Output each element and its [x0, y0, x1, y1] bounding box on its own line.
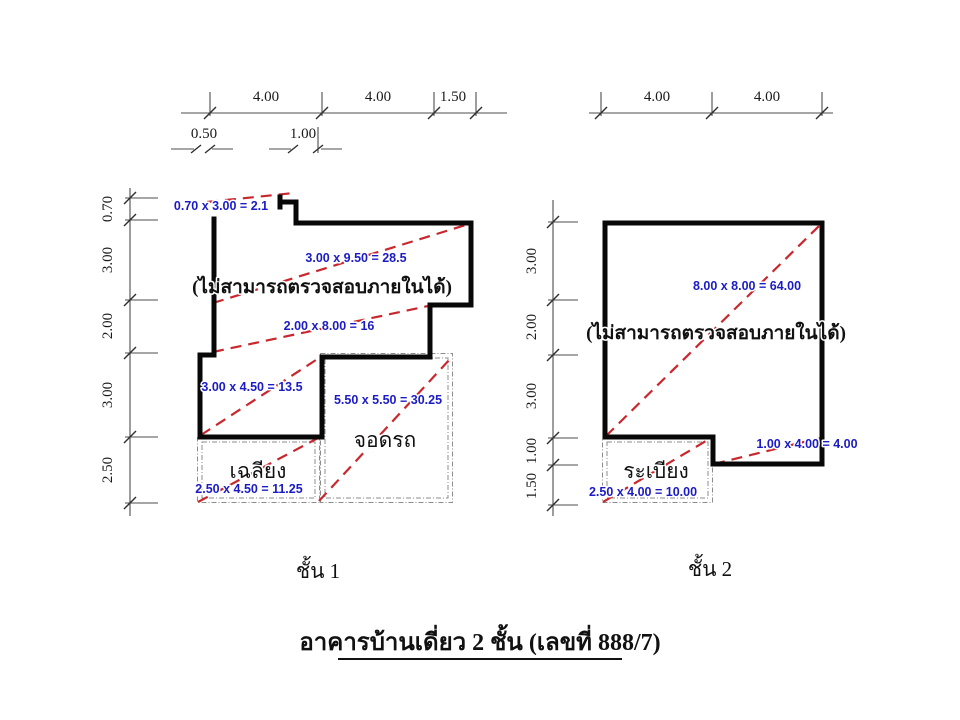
area-label: 1.00 x 4.00 = 4.00	[756, 437, 858, 451]
area-label: 5.50 x 5.50 = 30.25	[333, 393, 443, 407]
dim-label: 4.00	[364, 89, 392, 105]
area-label: 3.00 x 9.50 = 28.5	[305, 251, 407, 265]
floor2-interior-note: (ไม่สามารถตรวจสอบภายในได้)	[586, 323, 846, 344]
area-label: 8.00 x 8.00 = 64.00	[692, 279, 802, 293]
floor1-top-dimension-chain	[181, 89, 507, 119]
area-label: 2.00 x 8.00 = 16	[283, 319, 375, 333]
dim-label: 4.00	[643, 89, 671, 105]
floor1-name: ชั้น 1	[295, 559, 341, 583]
dim-label: 1.50	[439, 89, 467, 105]
sheet-title: อาคารบ้านเดี่ยว 2 ชั้น (เลขที่ 888/7)	[299, 630, 661, 656]
dim-label: 3.00	[100, 246, 116, 274]
area-label: 3.00 x 4.50 = 13.5	[201, 380, 303, 394]
dim-label: 2.00	[100, 312, 116, 340]
floor1-interior-note: (ไม่สามารถตรวจสอบภายในได้)	[192, 277, 452, 298]
area-label: 2.50 x 4.00 = 10.00	[588, 485, 698, 499]
diagonal-300x450	[201, 358, 319, 435]
area-label: 0.70 x 3.00 = 2.1	[173, 199, 269, 213]
dim-label: 1.00	[524, 437, 540, 465]
dim-label: 1.50	[524, 472, 540, 500]
dim-label: 2.50	[100, 456, 116, 484]
porch-label: เฉลียง	[229, 459, 287, 483]
floor2-top-dimension-chain	[589, 89, 833, 119]
dim-label: 0.50	[190, 126, 218, 142]
dim-label: 2.00	[524, 313, 540, 341]
dim-label: 0.70	[100, 195, 116, 223]
dim-label: 3.00	[524, 382, 540, 410]
floor2-left-dimension-chain	[524, 200, 578, 516]
carport-label: จอดรถ	[353, 428, 417, 452]
floor1-sub-dimensions	[171, 126, 342, 153]
dim-label: 3.00	[100, 381, 116, 409]
floor1-left-dimension-chain	[100, 188, 158, 516]
floor2-name: ชั้น 2	[687, 557, 733, 581]
dim-label: 3.00	[524, 247, 540, 275]
balcony-label: ระเบียง	[623, 459, 689, 483]
area-label: 2.50 x 4.50 = 11.25	[195, 482, 303, 496]
dim-label: 4.00	[252, 89, 280, 105]
dim-label: 4.00	[753, 89, 781, 105]
dim-label: 1.00	[289, 126, 317, 142]
